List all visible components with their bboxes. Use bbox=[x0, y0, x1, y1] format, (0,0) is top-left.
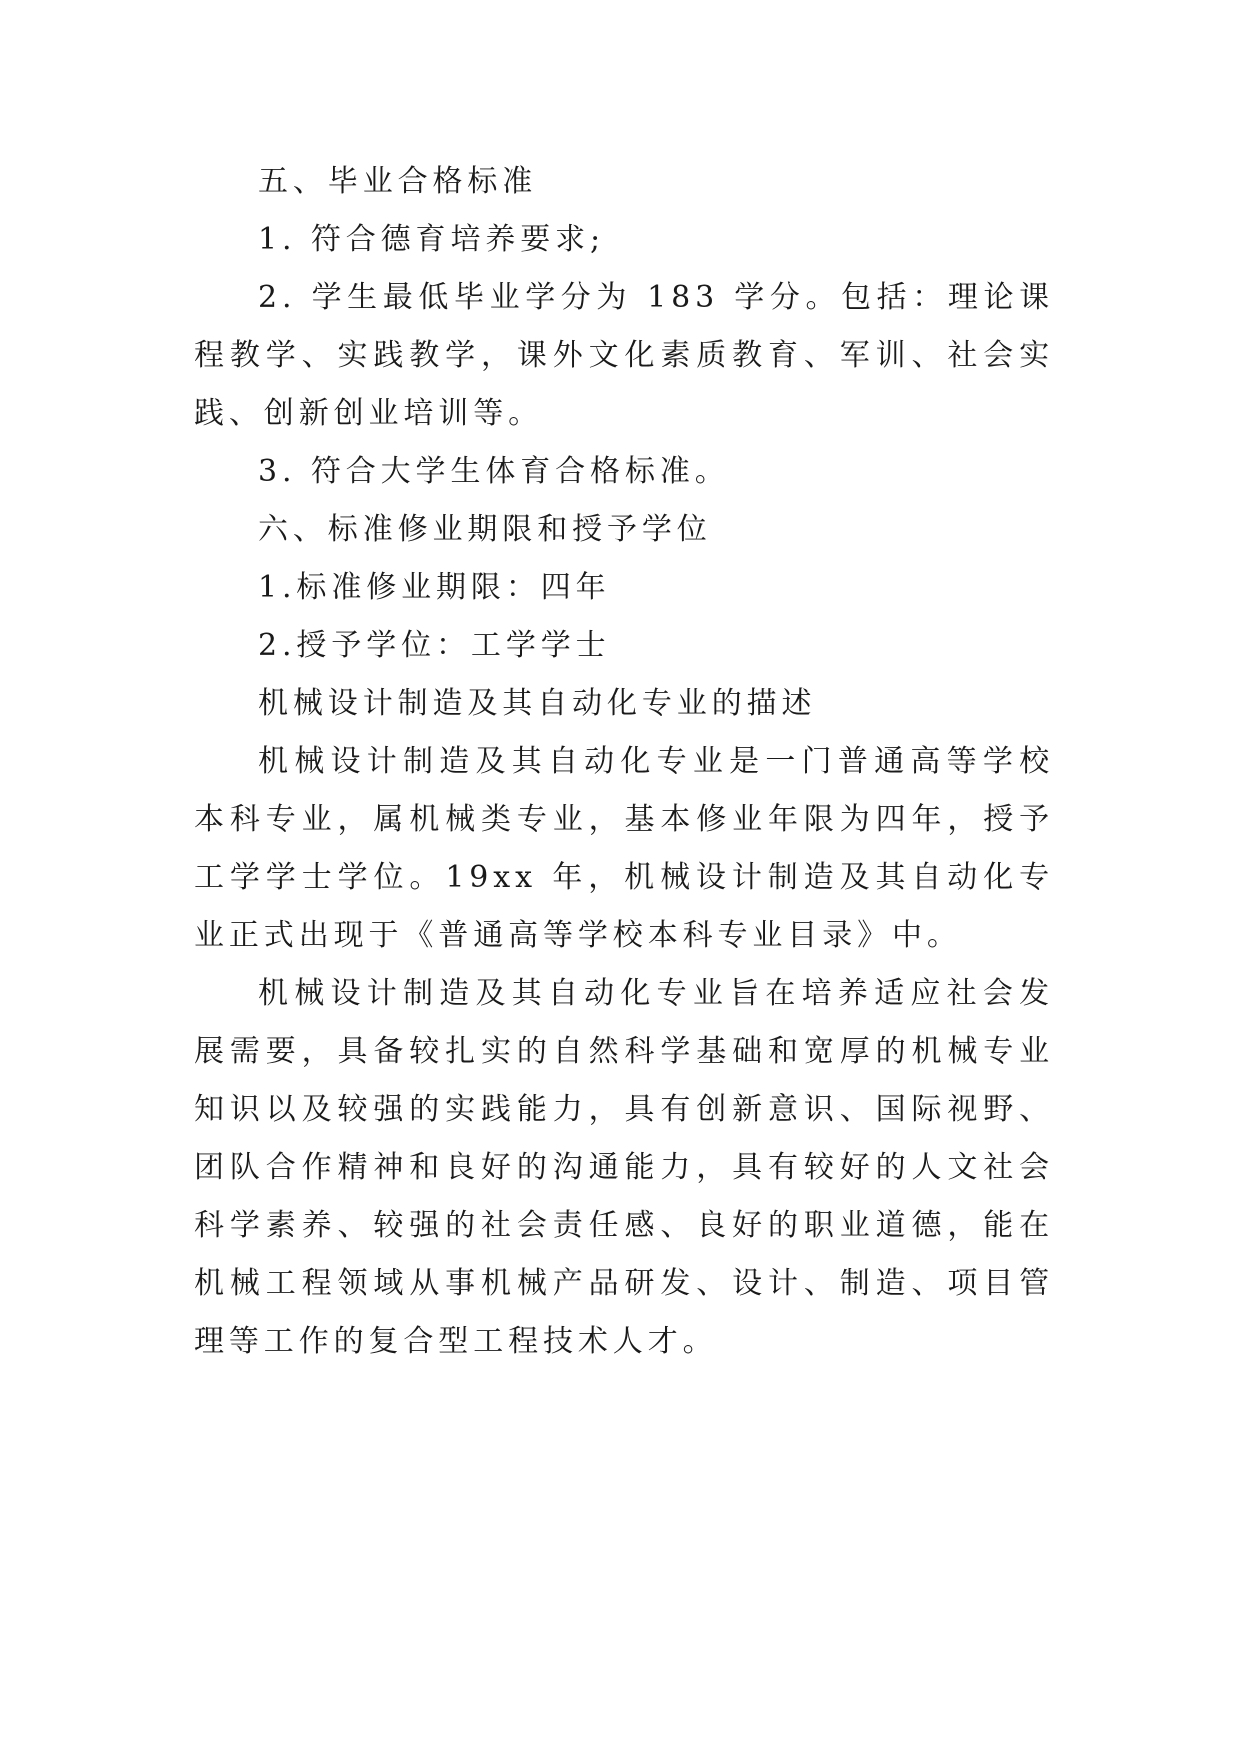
list-item-moral-education: 1. 符合德育培养要求; bbox=[258, 222, 606, 257]
list-item-physical-education: 3. 符合大学生体育合格标准。 bbox=[258, 454, 730, 489]
list-item-degree: 2.授予学位：工学学士 bbox=[258, 628, 611, 663]
section-heading-study-period-degree: 六、标准修业期限和授予学位 bbox=[258, 512, 712, 547]
section-heading-major-description: 机械设计制造及其自动化专业的描述 bbox=[258, 686, 817, 721]
document-body bbox=[194, 153, 1054, 1371]
list-item-study-period: 1.标准修业期限：四年 bbox=[258, 570, 611, 605]
section-heading-graduation-standards: 五、毕业合格标准 bbox=[258, 164, 538, 199]
paragraph-major-overview: 机械设计制造及其自动化专业是一门普通高等学校本科专业，属机械类专业，基本修业年限为四年，授予工学学士学位。19xx 年，机械设计制造及其自动化专业正式出现于《普通高等学校本科专业目录》中。 bbox=[194, 744, 1054, 953]
paragraph-major-goals: 机械设计制造及其自动化专业旨在培养适应社会发展需要，具备较扎实的自然科学基础和宽厚的机械专业知识以及较强的实践能力，具有创新意识、国际视野、团队合作精神和良好的沟通能力，具有较好的人文社会科学素养、较强的社会责任感、良好的职业道德，能在机械工程领域从事机械产品研发、设计、制造、项目管理等工作的复合型工程技术人才。 bbox=[194, 976, 1054, 1359]
list-item-minimum-credits: 2. 学生最低毕业学分为 183 学分。包括：理论课程教学、实践教学，课外文化素质教育、军训、社会实践、创新创业培训等。 bbox=[194, 280, 1054, 431]
